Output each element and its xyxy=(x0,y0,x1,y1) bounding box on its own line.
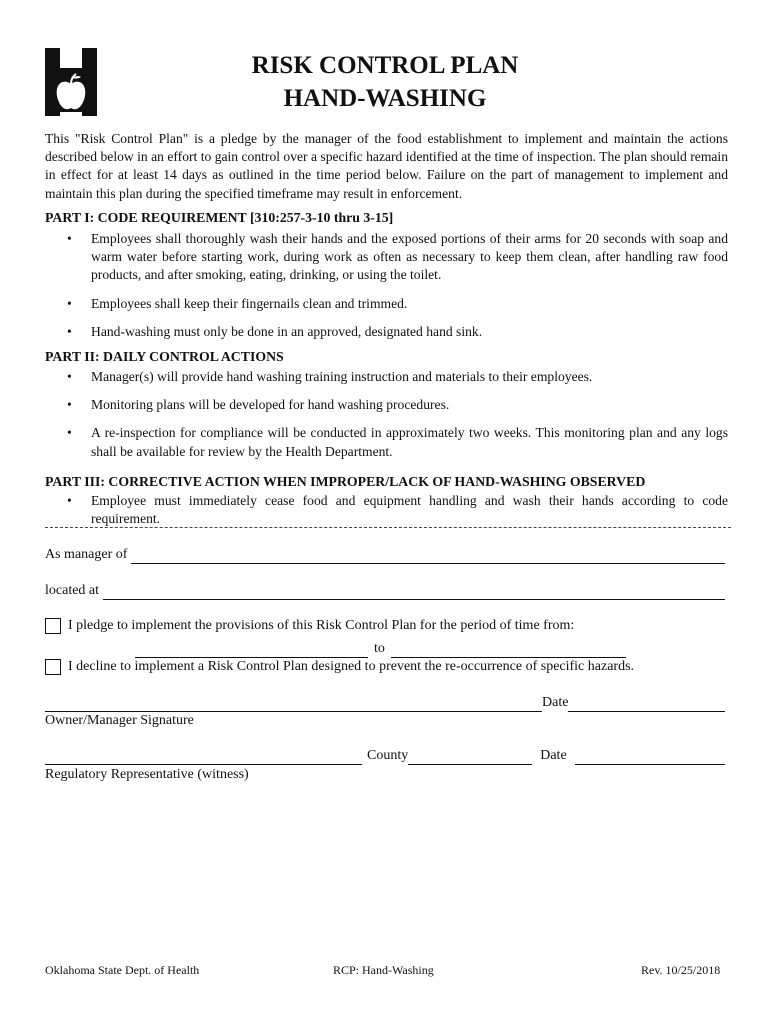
part2-heading: PART II: DAILY CONTROL ACTIONS xyxy=(45,349,284,364)
bullet-icon: • xyxy=(67,397,72,413)
list-item: • A re-inspection for compliance will be conducted in approximately two weeks. This monitoring plan and any logs shall be available for review by the Health Department. xyxy=(67,425,728,459)
bullet-icon: • xyxy=(67,323,72,339)
bullet-icon: • xyxy=(67,425,72,441)
part3-heading: PART III: CORRECTIVE ACTION WHEN IMPROPER/LACK OF HAND-WASHING OBSERVED xyxy=(45,474,646,489)
manager-of-label: As manager of xyxy=(45,547,128,562)
owner-date-field[interactable] xyxy=(568,696,725,712)
period-row xyxy=(135,640,626,658)
period-from-field[interactable] xyxy=(135,642,368,658)
decline-checkbox[interactable] xyxy=(45,659,61,675)
intro-paragraph: This "Risk Control Plan" is a pledge by the manager of the food establishment to implement and maintain the actions described below in an effort to gain control over a specific hazard identified at the time of inspection. The plan should remain in effect for at least 14 days as outlined in the time period below. Failure on the part of management to implement and maintain this plan during the specified timeframe may result in enforcement. xyxy=(45,131,728,201)
pledge-row xyxy=(45,617,574,635)
county-label: County xyxy=(367,748,409,763)
footer-revision: Rev. 10/25/2018 xyxy=(641,963,721,977)
part1-list xyxy=(45,230,728,341)
bullet-icon: • xyxy=(67,231,72,246)
page-title: RISK CONTROL PLAN xyxy=(251,52,519,79)
list-item: • Employees shall keep their fingernails clean and trimmed. xyxy=(45,295,728,313)
page-subtitle: HAND-WASHING xyxy=(283,85,487,112)
dashed-divider xyxy=(45,527,731,528)
pledge-checkbox[interactable] xyxy=(45,618,61,634)
decline-row xyxy=(45,658,634,676)
part1-heading: PART I: CODE REQUIREMENT [310:257-3-10 thru 3-15] xyxy=(45,210,394,225)
manager-of-row xyxy=(45,546,725,564)
owner-signature-row xyxy=(45,694,725,712)
regulatory-date-field[interactable] xyxy=(575,749,725,765)
pledge-label: I pledge to implement the provisions of this Risk Control Plan for the period of time from: xyxy=(68,618,575,633)
regulatory-row xyxy=(45,747,725,765)
bullet-icon: • xyxy=(67,295,72,311)
establishment-name-field[interactable] xyxy=(131,548,725,564)
list-item: • Hand-washing must only be done in an approved, designated hand sink. xyxy=(45,323,728,341)
county-field[interactable] xyxy=(408,749,532,765)
footer-agency: Oklahoma State Dept. of Health xyxy=(45,963,200,977)
located-at-label: located at xyxy=(45,583,100,598)
list-item: • Employee must immediately cease food and equipment handling and wash their hands according to code requirement. xyxy=(67,493,728,527)
date2-label: Date xyxy=(540,748,567,763)
footer-doc-name: RCP: Hand-Washing xyxy=(333,963,434,977)
regulatory-label: Regulatory Representative (witness) xyxy=(45,767,249,782)
part2-list xyxy=(45,368,728,461)
to-label: to xyxy=(374,641,385,656)
located-at-row xyxy=(45,582,725,600)
health-logo-h-apple-icon xyxy=(45,48,97,116)
location-field[interactable] xyxy=(103,584,725,600)
owner-signature-field[interactable] xyxy=(45,696,542,712)
part3-list xyxy=(45,492,728,528)
list-item: • Employees shall thoroughly wash their hands and the exposed portions of their arms for 20 seconds with soap and warm water before starting work, during work as often as necessary to keep them clean, after handling raw food products, and after smoking, eating, drinking, or using the toilet. xyxy=(67,231,728,283)
list-item: • Manager(s) will provide hand washing training instruction and materials to their employees. xyxy=(45,368,728,386)
bullet-icon: • xyxy=(67,493,72,508)
regulatory-signature-field[interactable] xyxy=(45,749,362,765)
period-to-field[interactable] xyxy=(391,642,626,658)
bullet-icon: • xyxy=(67,369,72,384)
owner-signature-label: Owner/Manager Signature xyxy=(45,713,194,728)
decline-label: I decline to implement a Risk Control Plan designed to prevent the re-occurrence of specific hazards. xyxy=(68,659,635,674)
date-label: Date xyxy=(542,695,569,710)
list-item: • Monitoring plans will be developed for hand washing procedures. xyxy=(45,396,728,414)
